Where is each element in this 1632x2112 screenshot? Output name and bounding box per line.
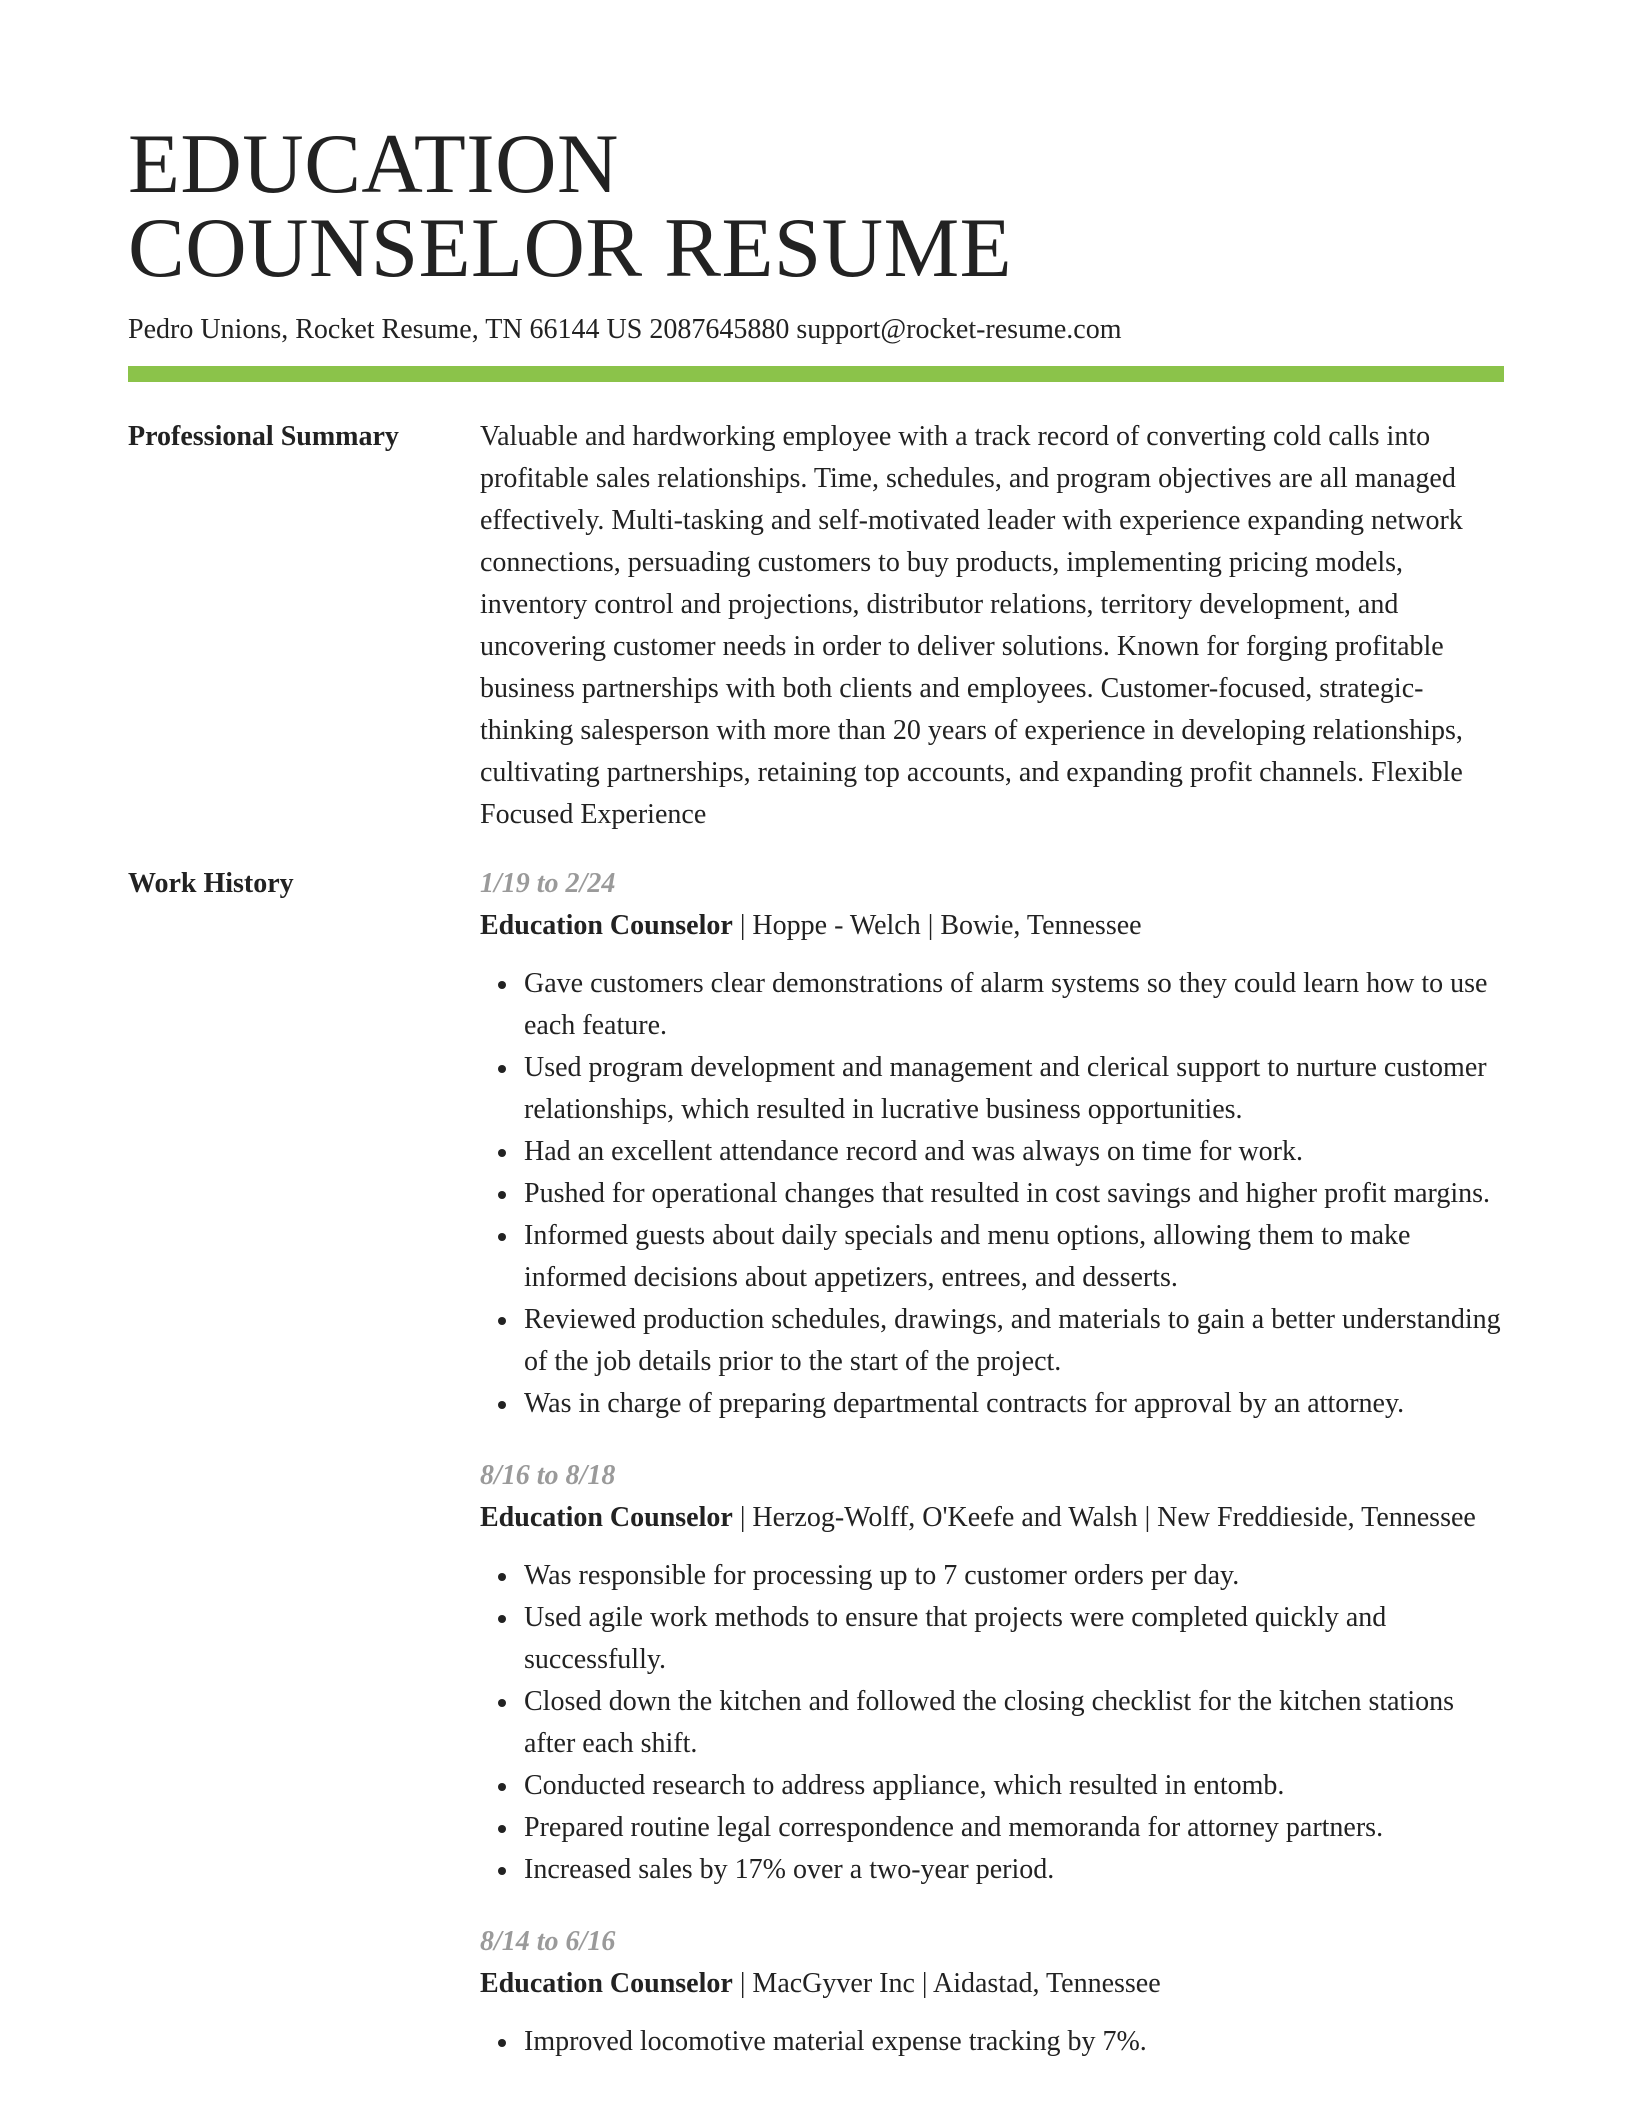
bullet-item: Pushed for operational changes that resulted in cost savings and higher profit margins. [524, 1173, 1504, 1215]
bullet-item: Improved locomotive material expense tracking by 7%. [524, 2021, 1504, 2063]
bullet-item: Had an excellent attendance record and was always on time for work. [524, 1131, 1504, 1173]
job-bullets [480, 963, 1504, 1425]
bullet-item: Closed down the kitchen and followed the closing checklist for the kitchen stations after each shift. [524, 1681, 1504, 1765]
bullet-item: Gave customers clear demonstrations of alarm systems so they could learn how to use each feature. [524, 963, 1504, 1047]
section-label-work: Work History [128, 868, 294, 899]
bullet-item: Informed guests about daily specials and menu options, allowing them to make informed decisions about appetizers, entrees, and desserts. [524, 1215, 1504, 1299]
job-dates: 1/19 to 2/24 [480, 868, 616, 899]
job-dates: 8/16 to 8/18 [480, 1460, 616, 1491]
resume-page [128, 0, 1504, 2093]
job-role: Education Counselor [480, 910, 733, 941]
summary-text: Valuable and hardworking employee with a track record of converting cold calls into profitable sales relationships. Time, schedules, and program objectives are all managed effectively. Multi-tasking and self-motivated leader with experience expanding network connections, persuading customers to buy products, implementing pricing models, inventory control and projections, distributor relations, territory development, and uncovering customer needs in order to deliver solutions. Known for forging profitable business partnerships with both clients and employees. Customer-focused, strategic-thinking salesperson with more than 20 years of experience in developing relationships, cultivating partnerships, retaining top accounts, and expanding profit channels. Flexible Focused Experience [480, 421, 1463, 830]
job-entry [480, 863, 1504, 1425]
job-dates: 8/14 to 6/16 [480, 1926, 616, 1957]
job-role: Education Counselor [480, 1502, 733, 1533]
bullet-item: Used agile work methods to ensure that projects were completed quickly and successfully. [524, 1597, 1504, 1681]
bullet-item: Prepared routine legal correspondence and memoranda for attorney partners. [524, 1807, 1504, 1849]
accent-divider [128, 366, 1504, 382]
bullet-item: Increased sales by 17% over a two-year period. [524, 1849, 1504, 1891]
title-line-2: COUNSELOR RESUME [128, 201, 1013, 295]
bullet-item: Reviewed production schedules, drawings, and materials to gain a better understanding of the job details prior to the start of the project. [524, 1299, 1504, 1383]
job-entry [480, 1921, 1504, 2063]
bullet-item: Was in charge of preparing departmental contracts for approval by an attorney. [524, 1383, 1504, 1425]
work-history-section [128, 863, 1504, 2093]
bullet-item: Was responsible for processing up to 7 customer orders per day. [524, 1555, 1504, 1597]
professional-summary-section [128, 416, 1504, 836]
job-role: Education Counselor [480, 1968, 733, 1999]
resume-title [128, 0, 1504, 295]
job-bullets [480, 1555, 1504, 1891]
job-bullets [480, 2021, 1504, 2063]
job-heading [480, 905, 1504, 947]
section-label-summary: Professional Summary [128, 421, 399, 452]
title-line-1: EDUCATION [128, 117, 619, 211]
bullet-item: Used program development and management and clerical support to nurture customer relationships, which resulted in lucrative business opportunities. [524, 1047, 1504, 1131]
job-details: | Herzog-Wolff, O'Keefe and Walsh | New Freddieside, Tennessee [732, 1502, 1476, 1533]
job-heading [480, 1497, 1504, 1539]
work-body [480, 863, 1504, 2093]
job-entry [480, 1455, 1504, 1891]
job-heading [480, 1963, 1504, 2005]
summary-body [480, 416, 1504, 836]
job-details: | MacGyver Inc | Aidastad, Tennessee [732, 1968, 1161, 1999]
job-details: | Hoppe - Welch | Bowie, Tennessee [732, 910, 1142, 941]
contact-info: Pedro Unions, Rocket Resume, TN 66144 US 2087645880 support@rocket-resume.com [128, 314, 1122, 345]
bullet-item: Conducted research to address appliance, which resulted in entomb. [524, 1765, 1504, 1807]
